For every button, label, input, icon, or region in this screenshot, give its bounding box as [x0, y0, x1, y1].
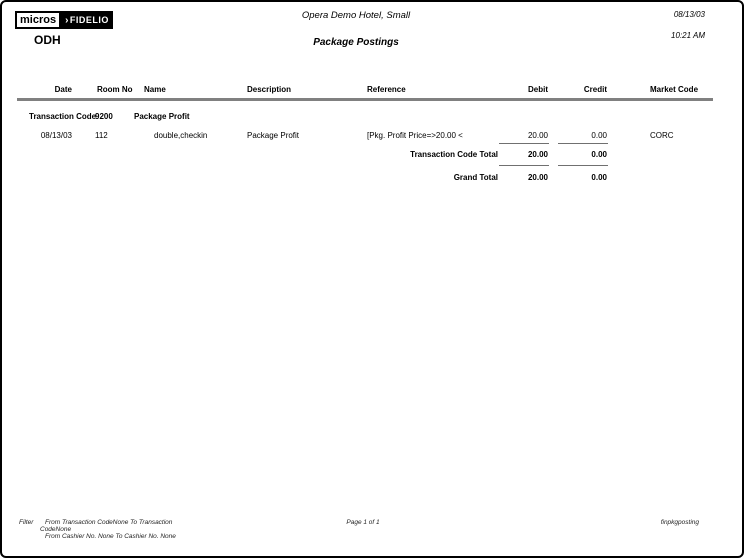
page-number: Page 1 of 1 — [346, 519, 380, 526]
group-name: Package Profit — [134, 112, 190, 121]
col-header-name: Name — [144, 85, 166, 94]
grand-total-debit: 20.00 — [527, 173, 548, 182]
filter-line-1: From Transaction CodeNone To Transaction — [45, 519, 173, 526]
transaction-code-total-credit: 0.00 — [591, 150, 607, 159]
report-title: Package Postings — [313, 37, 399, 48]
col-header-room-no: Room No — [97, 85, 133, 94]
row-description: Package Profit — [247, 131, 300, 140]
row-room-no: 112 — [95, 131, 108, 140]
group-label: Transaction Code — [29, 112, 97, 121]
logo-arrow-icon: › — [65, 14, 69, 26]
debit-underline — [499, 143, 549, 144]
transaction-code-total-label: Transaction Code Total — [410, 150, 498, 159]
filter-line-3: From Cashier No. None To Cashier No. None — [45, 533, 176, 540]
header-separator — [17, 98, 713, 101]
group-code: 9200 — [95, 112, 113, 121]
grand-total-debit-underline — [499, 165, 549, 166]
logo-fidelio-text: FIDELIO — [69, 15, 109, 25]
filter-label: Filter — [19, 519, 34, 526]
col-header-debit: Debit — [528, 85, 548, 94]
print-time: 10:21 AM — [671, 31, 705, 40]
row-debit: 20.00 — [527, 131, 548, 140]
logo-fidelio-box — [61, 11, 113, 29]
grand-total-label: Grand Total — [453, 173, 498, 182]
credit-underline — [558, 143, 608, 144]
row-market-code: CORC — [650, 131, 674, 140]
transaction-code-total-debit: 20.00 — [527, 150, 548, 159]
print-date: 08/13/03 — [673, 10, 705, 19]
row-name: double,checkin — [154, 131, 208, 140]
row-credit: 0.00 — [591, 131, 607, 140]
col-header-market-code: Market Code — [650, 85, 699, 94]
col-header-description: Description — [247, 85, 292, 94]
filter-line-2: CodeNone — [40, 526, 72, 533]
col-header-credit: Credit — [583, 85, 607, 94]
report-id: finpkgposting — [660, 519, 699, 526]
grand-total-credit-underline — [558, 165, 608, 166]
property-code: ODH — [34, 33, 61, 47]
row-reference: [Pkg. Profit Price=>20.00 < — [367, 131, 463, 140]
col-header-date: Date — [54, 85, 72, 94]
grand-total-credit: 0.00 — [591, 173, 607, 182]
row-date: 08/13/03 — [40, 131, 72, 140]
logo-micros-box — [15, 11, 61, 29]
micros-fidelio-logo — [15, 11, 113, 29]
hotel-name: Opera Demo Hotel, Small — [301, 10, 411, 21]
logo-micros-text: micros — [20, 14, 57, 26]
col-header-reference: Reference — [367, 85, 406, 94]
